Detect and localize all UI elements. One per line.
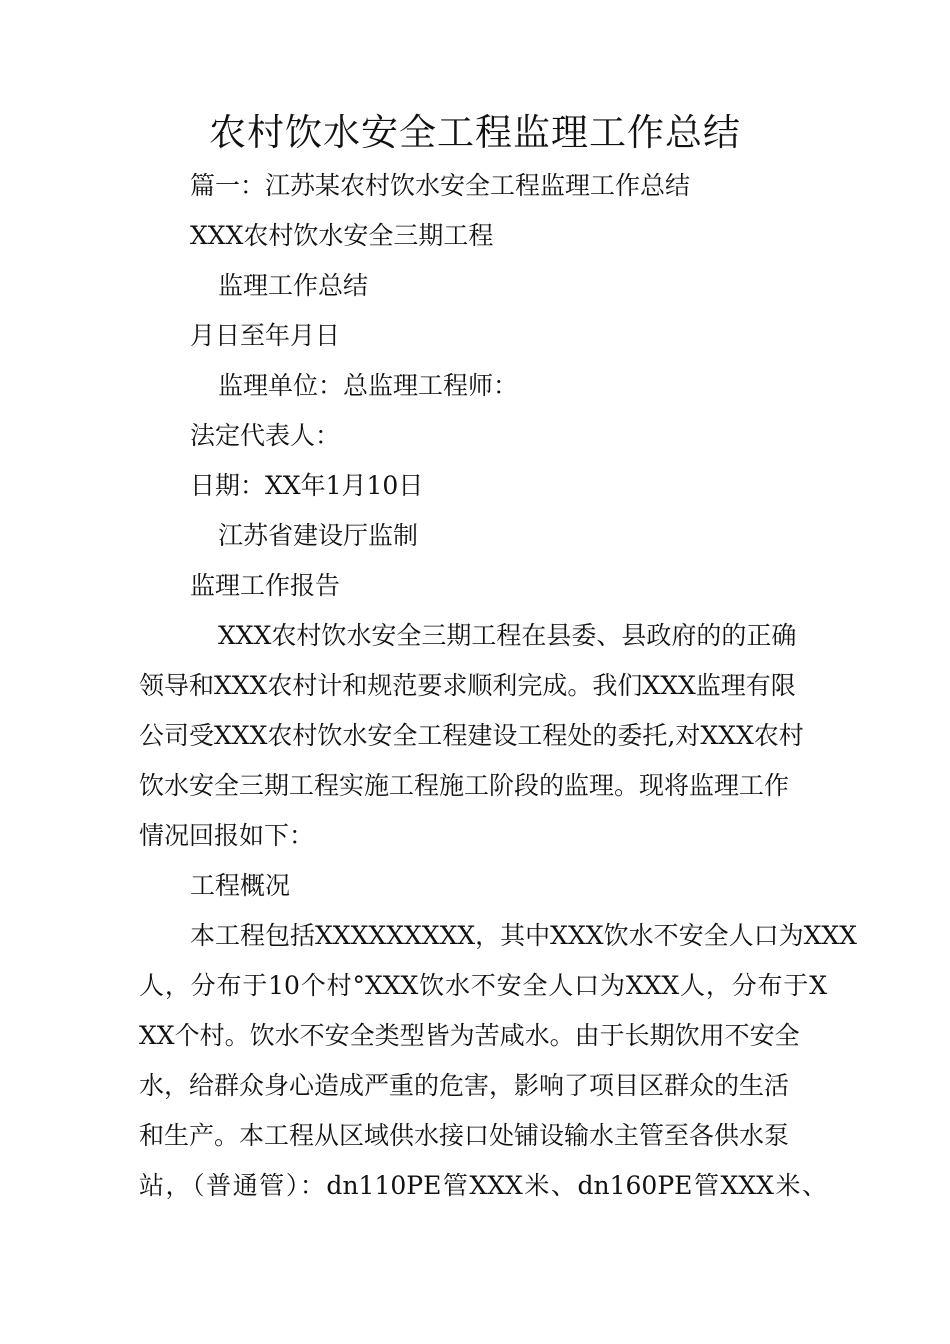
issuer-line: 江苏省建设厅监制 xyxy=(218,521,419,550)
project-name: XXX农村饮水安全三期工程 xyxy=(190,221,494,250)
date-range: 月日至年月日 xyxy=(190,321,341,350)
paragraph-line: 领导和XXX农村计和规范要求顺利完成。我们XXX监理有限 xyxy=(139,671,796,700)
paragraph-line: 水，给群众身心造成严重的危害，影响了项目区群众的生活 xyxy=(139,1071,790,1100)
paragraph-line: 人，分布于10个村°XXX饮水不安全人口为XXX人，分布于X xyxy=(139,971,827,1000)
paragraph-line: XXX农村饮水安全三期工程在县委、县政府的的正确 xyxy=(218,621,797,650)
paragraph-line: 饮水安全三期工程实施工程施工阶段的监理。现将监理工作 xyxy=(139,771,790,800)
supervision-unit-line: 监理单位：总监理工程师： xyxy=(218,371,519,400)
date-line: 日期：XX年1月10日 xyxy=(190,471,424,500)
paragraph-line: XX个村。饮水不安全类型皆为苦咸水。由于长期饮用不安全 xyxy=(139,1021,800,1050)
article-subtitle: 篇一：江苏某农村饮水安全工程监理工作总结 xyxy=(190,171,691,200)
paragraph-line: 站，（普通管）：dn110PE管XXX米、dn160PE管XXX米、 xyxy=(139,1171,827,1200)
report-title: 监理工作报告 xyxy=(190,571,341,600)
report-heading: 监理工作总结 xyxy=(218,271,369,300)
legal-representative-line: 法定代表人： xyxy=(190,421,341,450)
section-heading: 工程概况 xyxy=(190,871,291,900)
paragraph-line: 本工程包括XXXXXXXXX，其中XXX饮水不安全人口为XXX xyxy=(190,921,857,950)
paragraph-line: 和生产。本工程从区域供水接口处铺设输水主管至各供水泵 xyxy=(139,1121,790,1150)
paragraph-line: 情况回报如下： xyxy=(139,821,315,850)
document-title: 农村饮水安全工程监理工作总结 xyxy=(209,111,741,154)
paragraph-line: 公司受XXX农村饮水安全工程建设工程处的委托,对XXX农村 xyxy=(139,721,804,750)
